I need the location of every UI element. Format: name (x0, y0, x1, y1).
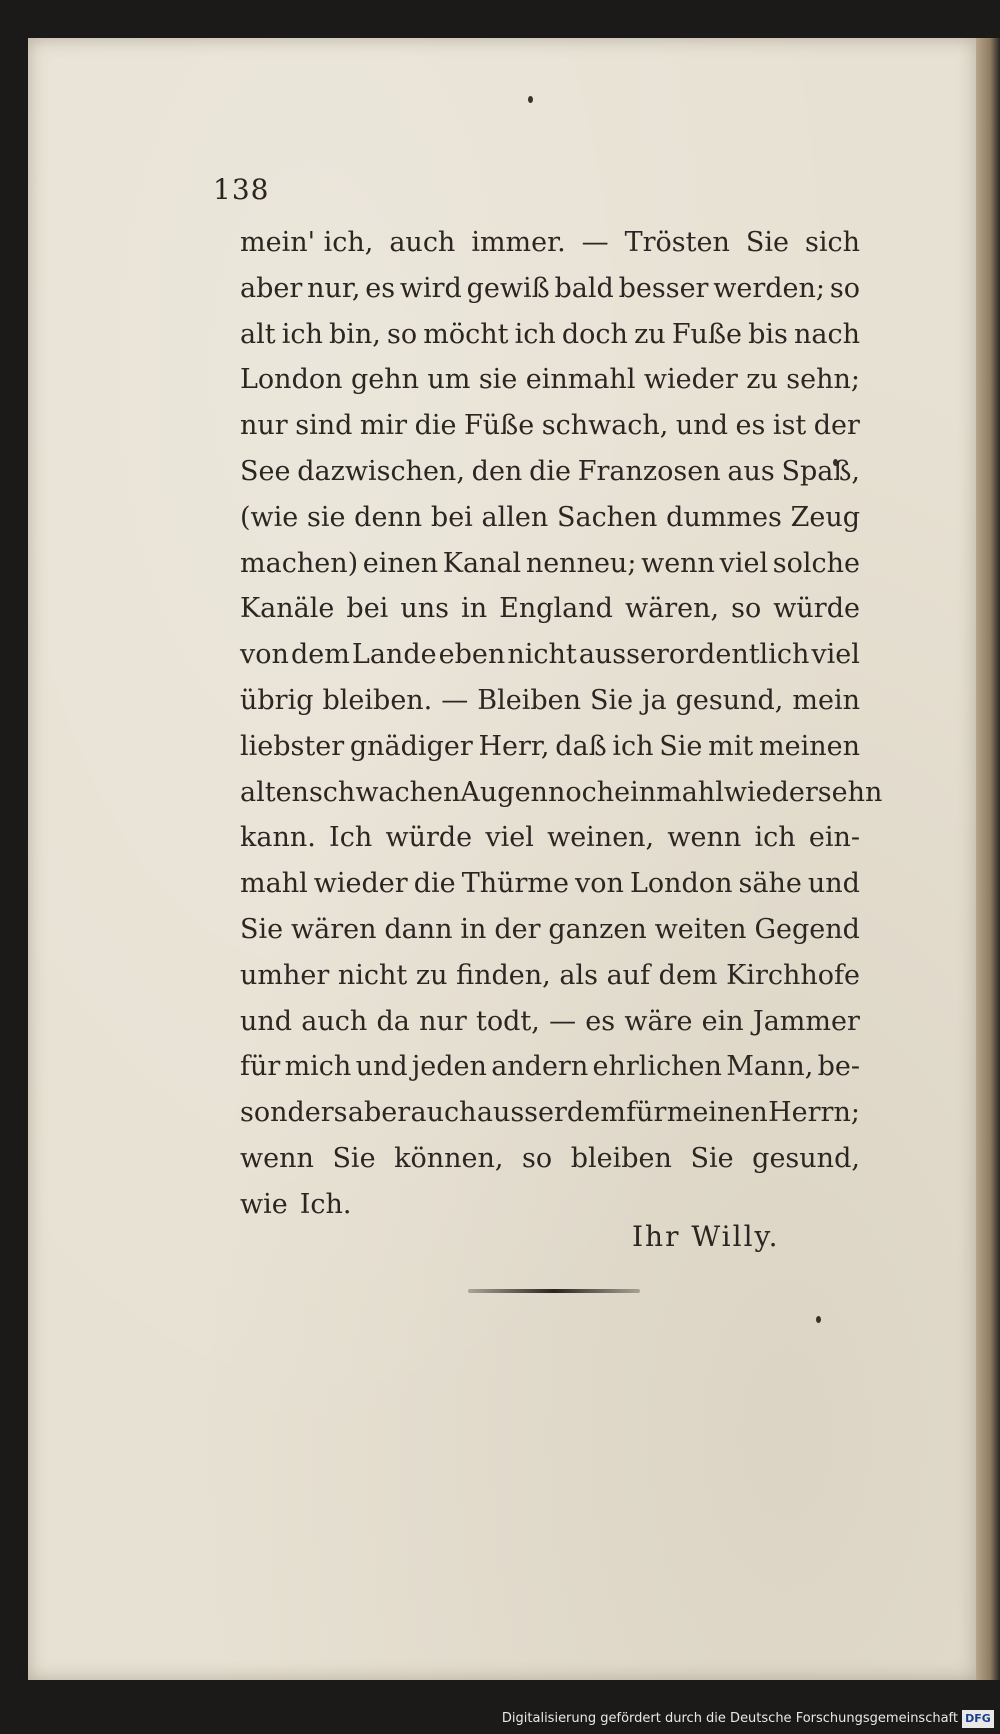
word: nur (419, 1005, 467, 1037)
word: sie (306, 501, 346, 533)
word: solche (772, 547, 860, 579)
word: (wie (240, 501, 299, 533)
word: es (735, 410, 766, 442)
word: sich (804, 227, 860, 258)
word: schwachen (308, 776, 461, 808)
word: allen (481, 501, 549, 533)
word: nur, (307, 272, 361, 304)
word: wieder (313, 868, 408, 900)
word: uns (400, 593, 450, 625)
word: nicht (337, 959, 408, 991)
word: ehrlichen (592, 1051, 722, 1083)
word: sie (478, 364, 518, 396)
word: als (559, 959, 598, 991)
word: meinen (759, 730, 860, 762)
word: übrig (240, 684, 314, 716)
word: zu (746, 364, 778, 396)
word: Ich (329, 822, 373, 854)
word: wäre (624, 1005, 693, 1037)
word: mahl (240, 868, 308, 900)
word: gnädiger (349, 730, 473, 762)
word: Lande (351, 639, 437, 671)
word: England (499, 593, 613, 625)
word: und (807, 868, 860, 900)
word: denn (354, 501, 423, 533)
word: — (581, 227, 609, 258)
word: so (387, 318, 418, 350)
word: meinen (666, 1097, 768, 1129)
word: wird (399, 272, 462, 304)
word: viel (719, 547, 769, 579)
text-line (240, 312, 860, 358)
word: wenn (641, 547, 715, 579)
word: See (240, 455, 291, 487)
word: es (585, 1005, 616, 1037)
word: bleiben (570, 1142, 672, 1174)
word: Kanal (442, 547, 522, 579)
word: gesund, (675, 684, 784, 716)
word: doch (561, 318, 628, 350)
word: einmahl (525, 364, 636, 396)
text-line (240, 495, 860, 541)
word: von (240, 639, 289, 671)
page-edge (976, 38, 1000, 1680)
word: viel (485, 822, 534, 854)
word: wären, (624, 593, 720, 625)
word: Herrn; (768, 1097, 860, 1129)
word: es (365, 272, 396, 304)
funding-credit: Digitalisierung gefördert durch die Deutsche Forschungsgemeinschaft (501, 1711, 958, 1726)
word: wären (291, 913, 377, 945)
word: nur (240, 410, 288, 442)
word: Sie (690, 1142, 734, 1174)
word: wie (240, 1188, 288, 1220)
word: ausserdem (476, 1097, 626, 1129)
word: ja (642, 684, 667, 716)
text-line (240, 1136, 860, 1182)
word: gehn (350, 364, 419, 396)
text-line (240, 1090, 860, 1136)
text-line (240, 220, 860, 266)
word: mir (359, 410, 408, 442)
ink-speck (816, 1316, 821, 1323)
word: Kanäle (240, 593, 335, 625)
word: noch (547, 776, 615, 808)
word: andern (491, 1051, 589, 1083)
word: dazwischen, (297, 455, 465, 487)
word: und (355, 1051, 408, 1083)
word: mich (284, 1051, 352, 1083)
word: würde (773, 593, 860, 625)
word: ein (701, 1005, 744, 1037)
word: Zeug (790, 501, 860, 533)
word: ganzen (548, 913, 647, 945)
word: weiten (654, 913, 747, 945)
word: London (240, 364, 343, 396)
word: besser (618, 272, 709, 304)
word: dem (290, 639, 350, 671)
word: so (522, 1142, 553, 1174)
word: auch (301, 1005, 368, 1037)
word: können, (394, 1142, 504, 1174)
word: Sachen (556, 501, 658, 533)
word: Sie (590, 684, 634, 716)
word: Sie (745, 227, 789, 258)
word: gewiß (466, 272, 550, 304)
text-line (240, 724, 860, 770)
word: nach (794, 318, 860, 350)
word: ist (772, 410, 807, 442)
word: ich (612, 730, 654, 762)
word: ich (514, 318, 556, 350)
text-line (240, 953, 860, 999)
word: mein' ich, (240, 227, 374, 258)
word: dann (384, 913, 453, 945)
word: dummes (666, 501, 782, 533)
word: die (414, 410, 457, 442)
word: be- (817, 1051, 860, 1083)
text-line (240, 266, 860, 312)
word: ich (281, 318, 323, 350)
word: der (813, 410, 860, 442)
footer-bar (0, 1698, 1000, 1734)
word: Trösten (624, 227, 730, 258)
text-line (240, 586, 860, 632)
word: liebster (240, 730, 345, 762)
signature: Ihr Willy. (632, 1220, 780, 1253)
word: alt (240, 318, 276, 350)
word: Mann, (726, 1051, 814, 1083)
word: um (427, 364, 471, 396)
word: umher (240, 959, 330, 991)
text-line (240, 357, 860, 403)
word: nenneu; (525, 547, 637, 579)
word: mit (708, 730, 754, 762)
word: Ich. (299, 1188, 352, 1220)
word: einmahl (614, 776, 724, 808)
word: Jammer (752, 1005, 860, 1037)
text-line (240, 907, 860, 953)
word: so (731, 593, 762, 625)
text-line (240, 999, 860, 1045)
word: der (494, 913, 541, 945)
word: sähe (738, 868, 802, 900)
word: aber (347, 1097, 411, 1129)
word: bei (346, 593, 389, 625)
ornamental-rule (468, 1289, 640, 1293)
word: Franzosen (577, 455, 721, 487)
word: Füße (464, 410, 535, 442)
word: für (240, 1051, 281, 1083)
word: würde (385, 822, 473, 854)
word: alten (240, 776, 309, 808)
word: die (413, 868, 456, 900)
word: machen) (240, 547, 359, 579)
word: wieder (643, 364, 738, 396)
word: auf (606, 959, 651, 991)
dfg-logo: DFG (962, 1710, 994, 1728)
word: wenn (667, 822, 742, 854)
word: ein- (808, 822, 860, 854)
word: werden; (713, 272, 826, 304)
word: mein (792, 684, 860, 716)
word: wenn (240, 1142, 314, 1174)
word: ich (754, 822, 796, 854)
word: zu (415, 959, 448, 991)
text-line (240, 1044, 860, 1090)
word: Fuße (671, 318, 742, 350)
text-line (240, 541, 860, 587)
word: todt, (476, 1005, 540, 1037)
text-line (240, 403, 860, 449)
text-line (240, 861, 860, 907)
word: die (529, 455, 571, 487)
word: von (575, 868, 624, 900)
word: ausserordentlich (578, 639, 810, 671)
word: den (471, 455, 523, 487)
word: für (626, 1097, 667, 1129)
word: Sie (659, 730, 703, 762)
word: bis (748, 318, 788, 350)
word: Augen (460, 776, 548, 808)
word: und (675, 410, 728, 442)
text-line (240, 815, 860, 861)
word: bei (430, 501, 473, 533)
word: zu (634, 318, 666, 350)
word: weinen, (547, 822, 655, 854)
word: nicht (507, 639, 577, 671)
word: Gegend (754, 913, 860, 945)
word: in (460, 913, 487, 945)
word: bin, (329, 318, 381, 350)
word: Bleiben (477, 684, 582, 716)
text-line (240, 678, 860, 724)
word: — (549, 1005, 577, 1037)
text-line (240, 770, 883, 816)
word: Sie (332, 1142, 376, 1174)
word: einen (362, 547, 439, 579)
word: Thürme (461, 868, 569, 900)
body-text (240, 220, 883, 1228)
word: so (829, 272, 860, 304)
word: sehn; (786, 364, 860, 396)
word: — (441, 684, 469, 716)
word: schwach, (541, 410, 669, 442)
word: jeden (411, 1051, 487, 1083)
word: da (376, 1005, 410, 1037)
text-line (240, 449, 860, 495)
word: dem (658, 959, 718, 991)
word: wiedersehn (723, 776, 883, 808)
word: gesund, (752, 1142, 860, 1174)
word: kann. (240, 822, 316, 854)
word: in (461, 593, 488, 625)
word: sonders (240, 1097, 348, 1129)
word: bleiben. (322, 684, 433, 716)
word: und (240, 1005, 293, 1037)
word: auch (389, 227, 456, 258)
text-line (240, 632, 860, 678)
word: bald (554, 272, 614, 304)
word: London (629, 868, 733, 900)
word: Herr, (478, 730, 550, 762)
word: finden, (456, 959, 551, 991)
word: eben (438, 639, 506, 671)
word: daß (555, 730, 607, 762)
word: Kirchhofe (726, 959, 860, 991)
word: viel (811, 639, 860, 671)
word: Sie (240, 913, 284, 945)
word: sind (295, 410, 353, 442)
word: möcht (423, 318, 509, 350)
page-number: 138 (213, 173, 270, 206)
word: aber (240, 272, 303, 304)
word: Spaß, (781, 455, 860, 487)
ink-speck (528, 96, 533, 103)
word: auch (410, 1097, 477, 1129)
word: aus (727, 455, 775, 487)
word: immer. (471, 227, 566, 258)
